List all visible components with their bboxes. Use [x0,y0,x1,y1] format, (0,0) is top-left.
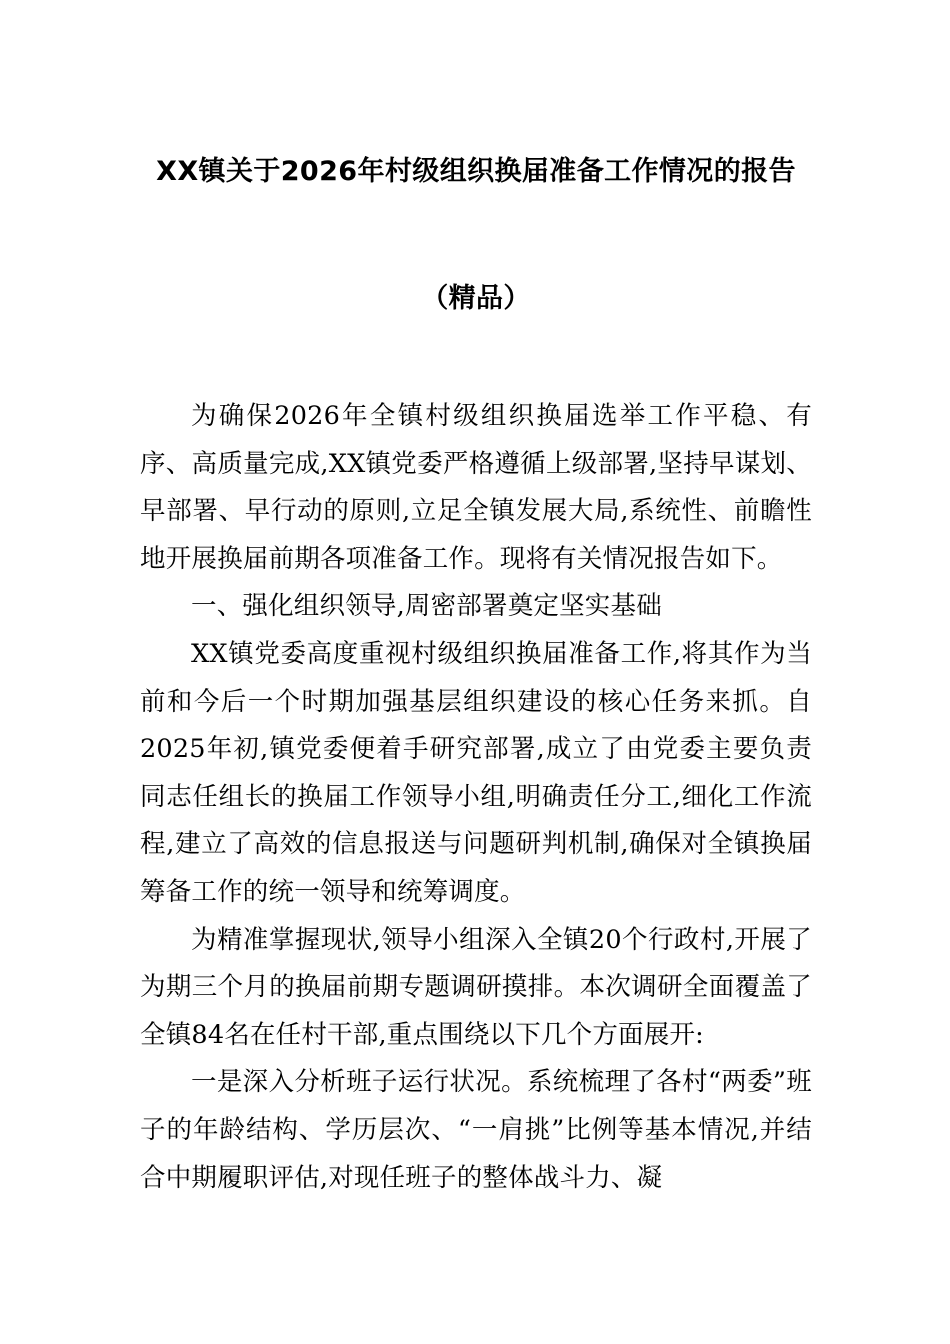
document-body [140,319,812,1202]
section-heading-1: 一、强化组织领导,周密部署奠定坚实基础 [191,591,662,622]
page-content [140,0,812,1202]
paragraph-point-one: 一是深入分析班子运行状况。系统梳理了各村“两委”班子的年龄结构、学历层次、“一肩挑”比例等基本情况,并结合中期履职评估,对现任班子的整体战斗力、凝 [140,1067,812,1193]
page-title: XX镇关于2026年村级组织换届准备工作情况的报告 [156,156,796,187]
paragraph-intro: 为确保2026年全镇村级组织换届选举工作平稳、有序、高质量完成,XX镇党委严格遵循上级部署,坚持早谋划、早部署、早行动的原则,立足全镇发展大局,系统性、前瞻性地开展换届前期各项准备工作。现将有关情况报告如下。 [140,401,812,574]
paragraph-survey: 为精准掌握现状,领导小组深入全镇20个行政村,开展了为期三个月的换届前期专题调研摸排。本次调研全面覆盖了全镇84名在任村干部,重点围绕以下几个方面展开: [140,924,812,1050]
document-subtitle: （精品） [421,283,531,314]
paragraph-leadership: XX镇党委高度重视村级组织换届准备工作,将其作为当前和今后一个时期加强基层组织建设的核心任务来抓。自2025年初,镇党委便着手研究部署,成立了由党委主要负责同志任组长的换届工作领导小组,明确责任分工,细化工作流程,建立了高效的信息报送与问题研判机制,确保对全镇换届筹备工作的统一领导和统筹调度。 [140,638,812,907]
